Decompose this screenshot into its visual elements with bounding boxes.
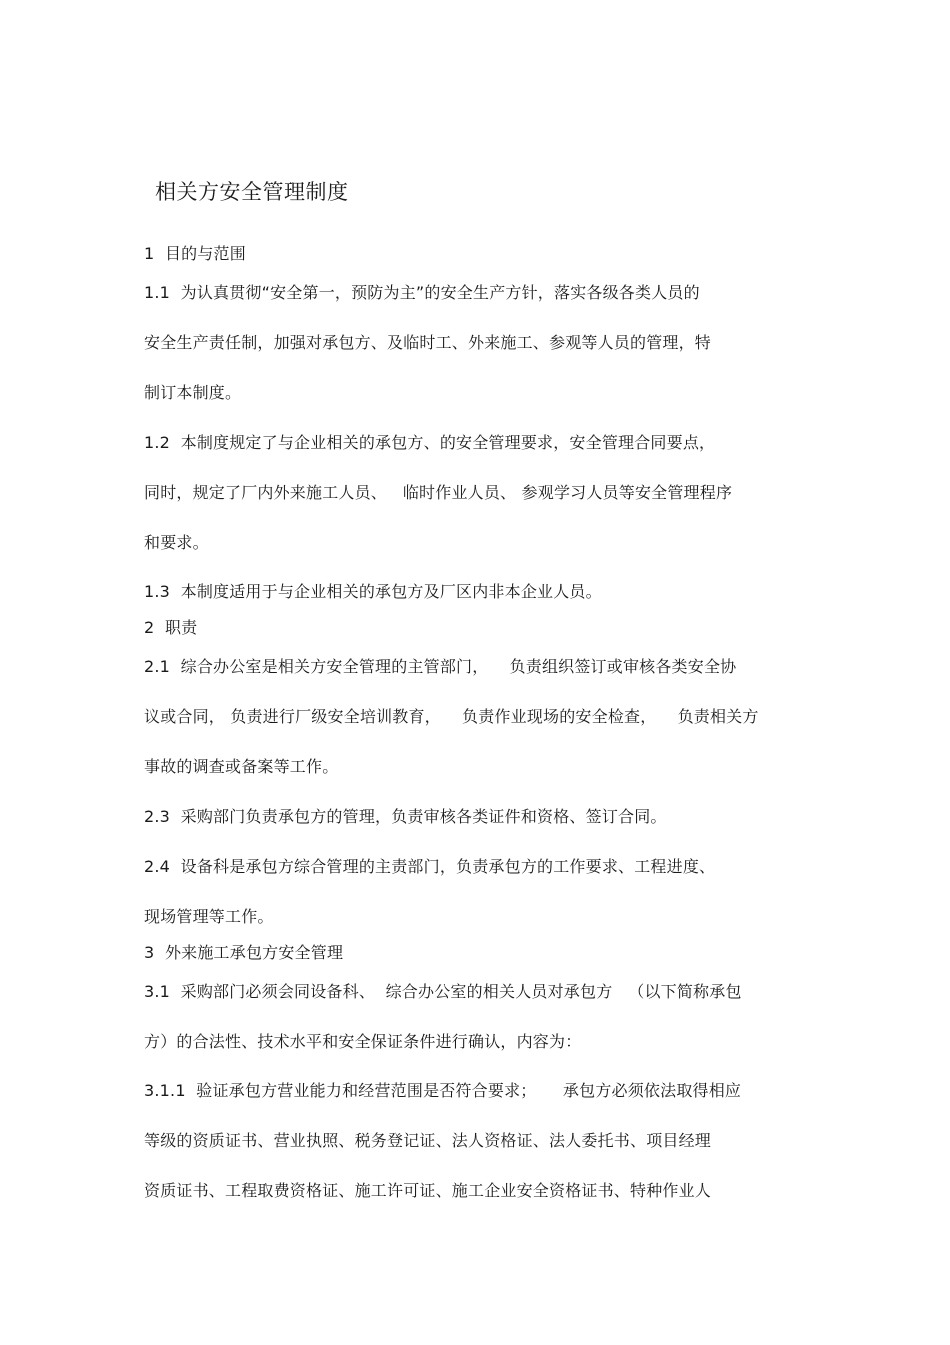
paragraph-line: 1.1 为认真贯彻“安全第一，预防为主”的安全生产方针，落实各级各类人员的 — [144, 283, 700, 302]
section-heading-2: 2 职责 — [144, 618, 198, 637]
paragraph-line: 方）的合法性、技术水平和安全保证条件进行确认，内容为： — [144, 1032, 582, 1051]
paragraph-line: 和要求。 — [144, 533, 209, 552]
paragraph-line: 制订本制度。 — [144, 383, 242, 402]
paragraph-line: 2.1 综合办公室是相关方安全管理的主管部门， 负责组织签订或审核各类安全协 — [144, 657, 737, 676]
paragraph-line: 议或合同， 负责进行厂级安全培训教育， 负责作业现场的安全检查， 负责相关方 — [144, 707, 759, 726]
section-heading-1: 1 目的与范围 — [144, 244, 246, 263]
paragraph-line: 2.4 设备科是承包方综合管理的主责部门，负责承包方的工作要求、工程进度、 — [144, 857, 716, 876]
section-heading-3: 3 外来施工承包方安全管理 — [144, 943, 344, 962]
paragraph-line: 现场管理等工作。 — [144, 907, 274, 926]
paragraph-line: 3.1.1 验证承包方营业能力和经营范围是否符合要求； 承包方必须依法取得相应 — [144, 1081, 742, 1100]
paragraph-line: 同时，规定了厂内外来施工人员、 临时作业人员、 参观学习人员等安全管理程序 — [144, 483, 733, 502]
paragraph-line: 3.1 采购部门必须会同设备科、 综合办公室的相关人员对承包方 （以下简称承包 — [144, 982, 742, 1001]
paragraph-line: 资质证书、工程取费资格证、施工许可证、施工企业安全资格证书、特种作业人 — [144, 1181, 712, 1200]
paragraph-line: 1.2 本制度规定了与企业相关的承包方、的安全管理要求，安全管理合同要点， — [144, 433, 716, 452]
document-title: 相关方安全管理制度 — [155, 180, 349, 204]
paragraph-line: 安全生产责任制，加强对承包方、及临时工、外来施工、参观等人员的管理，特 — [144, 333, 712, 352]
paragraph-line: 等级的资质证书、营业执照、税务登记证、法人资格证、法人委托书、项目经理 — [144, 1131, 712, 1150]
paragraph-line: 1.3 本制度适用于与企业相关的承包方及厂区内非本企业人员。 — [144, 582, 602, 601]
paragraph-line: 事故的调查或备案等工作。 — [144, 757, 339, 776]
paragraph-line: 2.3 采购部门负责承包方的管理，负责审核各类证件和资格、签订合同。 — [144, 807, 667, 826]
